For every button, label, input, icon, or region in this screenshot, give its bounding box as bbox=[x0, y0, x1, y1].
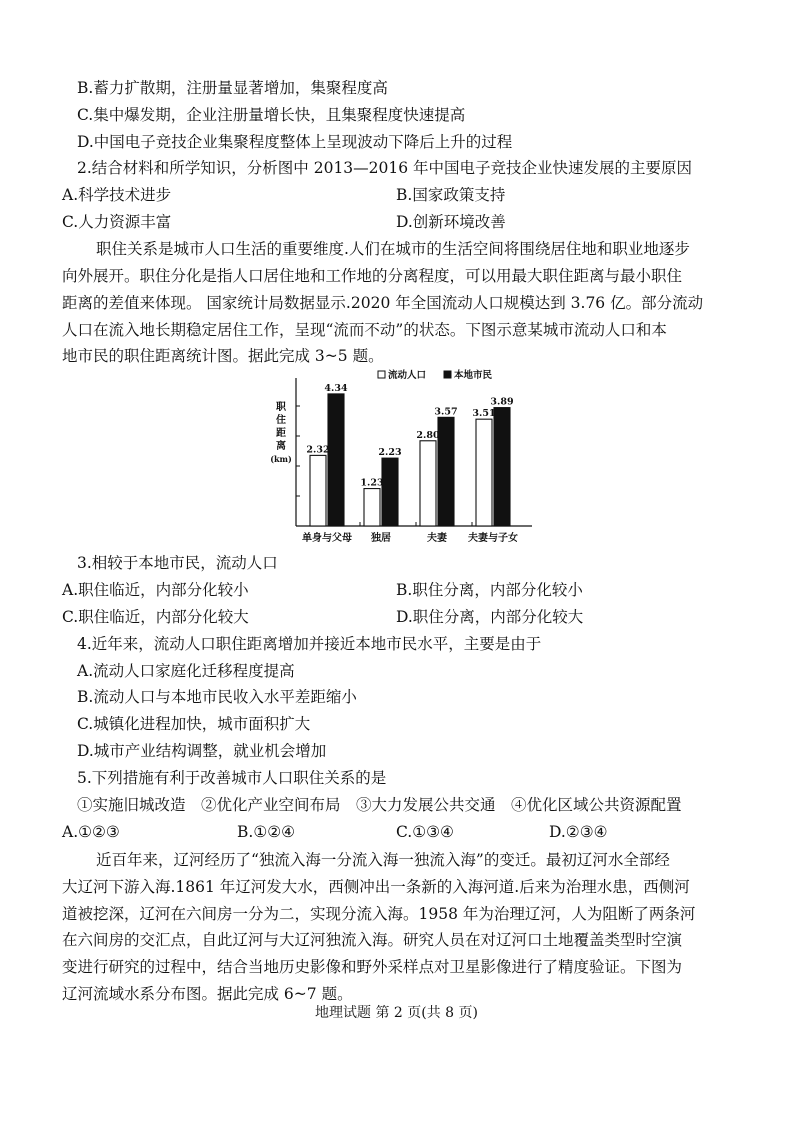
x-tick-label: 单身与父母 bbox=[302, 533, 352, 544]
data-label-migrant: 3.51 bbox=[472, 408, 496, 420]
bar-migrant bbox=[310, 455, 326, 526]
q3-option-c: C.职住临近，内部分化较大 bbox=[62, 608, 249, 626]
q3-option-d: D.职住分离，内部分化较大 bbox=[396, 608, 584, 626]
passage2-line: 近百年来，辽河经历了“独流入海一分流入海一独流入海”的变迁。最初辽河水全部经 bbox=[96, 851, 670, 869]
q5-option-d: D.②③④ bbox=[549, 823, 608, 841]
q4-option-b: B.流动人口与本地市民收入水平差距缩小 bbox=[77, 688, 357, 706]
q2-option-c: C.人力资源丰富 bbox=[62, 213, 172, 231]
y-axis-label-char: 职 bbox=[276, 402, 286, 413]
data-label-local: 3.89 bbox=[490, 396, 514, 408]
passage2-line: 在六间房的交汇点，自此辽河与大辽河独流入海。研究人员在对辽河口土地覆盖类型时空演 bbox=[62, 931, 683, 949]
q5-option-c: C.①③④ bbox=[396, 823, 454, 841]
q2-option-a: A.科学技术进步 bbox=[62, 186, 172, 204]
q4-option-d: D.城市产业结构调整，就业机会增加 bbox=[77, 742, 327, 760]
y-axis-label-char: 住 bbox=[276, 415, 286, 426]
q2-option-d: D.创新环境改善 bbox=[396, 213, 506, 231]
q1-option-b: B.蓄力扩散期，注册量显著增加，集聚程度高 bbox=[77, 79, 388, 97]
data-label-migrant: 2.32 bbox=[306, 444, 330, 456]
passage2-line: 大辽河下游入海.1861 年辽河发大水，西侧冲出一条新的入海河道.后来为治理水患，西侧河 bbox=[62, 878, 690, 896]
q3-option-b: B.职住分离，内部分化较小 bbox=[396, 581, 583, 599]
commute-distance-chart bbox=[270, 366, 536, 548]
data-label-migrant: 2.80 bbox=[416, 429, 440, 441]
passage1-line: 向外展开。职住分化是指人口居住地和工作地的分离程度，可以用最大职住距离与最小职住 bbox=[62, 267, 683, 285]
passage2-line: 辽河流域水系分布图。据此完成 6~7 题。 bbox=[62, 985, 353, 1003]
x-tick-label: 夫妻 bbox=[427, 533, 447, 544]
bar-migrant bbox=[364, 489, 380, 526]
y-axis-label-char: 距 bbox=[276, 428, 286, 439]
q5-option-a: A.①②③ bbox=[62, 823, 120, 841]
q5-stem: 5.下列措施有利于改善城市人口职住关系的是 bbox=[77, 769, 387, 787]
data-label-local: 4.34 bbox=[324, 382, 348, 394]
legend-label-local: 本地市民 bbox=[454, 370, 493, 381]
passage1-line: 距离的差值来体现。 国家统计局数据显示.2020 年全国流动人口规模达到 3.76 亿。部分流动 bbox=[62, 294, 704, 312]
bar-local bbox=[438, 417, 454, 526]
x-tick-label: 独居 bbox=[371, 533, 391, 544]
passage2-line: 变进行研究的过程中，结合当地历史影像和野外采样点对卫星影像进行了精度验证。下图为 bbox=[62, 958, 683, 976]
y-axis-unit: (km) bbox=[270, 454, 292, 464]
page-footer: 地理试题 第 2 页(共 8 页) bbox=[315, 1005, 478, 1021]
bar-local bbox=[494, 408, 510, 526]
passage1-line: 地市民的职住距离统计图。据此完成 3~5 题。 bbox=[62, 347, 384, 365]
q2-stem: 2.结合材料和所学知识，分析图中 2013—2016 年中国电子竞技企业快速发展的主要原因 bbox=[77, 159, 693, 177]
q3-option-a: A.职住临近，内部分化较小 bbox=[62, 581, 249, 599]
x-tick-label: 夫妻与子女 bbox=[468, 533, 518, 544]
data-label-local: 3.57 bbox=[434, 406, 458, 418]
q5-option-b: B.①②④ bbox=[237, 823, 296, 841]
passage1-line: 人口在流入地长期稳定居住工作，呈现“流而不动”的状态。下图示意某城市流动人口和本 bbox=[62, 321, 667, 339]
bar-local bbox=[382, 458, 398, 526]
commute-distance-chart-svg bbox=[270, 366, 536, 548]
q2-option-b: B.国家政策支持 bbox=[396, 186, 506, 204]
bar-migrant bbox=[420, 441, 436, 526]
y-axis-label-char: 离 bbox=[276, 441, 286, 452]
q1-option-c: C.集中爆发期，企业注册量增长快，且集聚程度快速提高 bbox=[77, 106, 466, 124]
q4-option-c: C.城镇化进程加快，城市面积扩大 bbox=[77, 715, 311, 733]
legend-label-migrant: 流动人口 bbox=[388, 370, 427, 381]
q5-items: ①实施旧城改造 ②优化产业空间布局 ③大力发展公共交通 ④优化区域公共资源配置 bbox=[77, 796, 682, 814]
data-label-migrant: 1.23 bbox=[360, 477, 384, 489]
data-label-local: 2.23 bbox=[378, 447, 402, 459]
q3-stem: 3.相较于本地市民，流动人口 bbox=[77, 554, 278, 572]
passage2-line: 道被挖深，辽河在六间房一分为二，实现分流入海。1958 年为治理辽河，人为阻断了两条河 bbox=[62, 905, 696, 923]
bar-migrant bbox=[476, 419, 492, 526]
bar-local bbox=[328, 394, 344, 526]
passage1-line: 职住关系是城市人口生活的重要维度.人们在城市的生活空间将围绕居住地和职业地逐步 bbox=[96, 240, 690, 258]
legend-swatch-migrant bbox=[378, 371, 385, 378]
q4-stem: 4.近年来，流动人口职住距离增加并接近本地市民水平，主要是由于 bbox=[77, 635, 542, 653]
q1-option-d: D.中国电子竞技企业集聚程度整体上呈现波动下降后上升的过程 bbox=[77, 133, 513, 151]
legend-swatch-local bbox=[444, 371, 451, 378]
q4-option-a: A.流动人口家庭化迁移程度提高 bbox=[77, 662, 295, 680]
